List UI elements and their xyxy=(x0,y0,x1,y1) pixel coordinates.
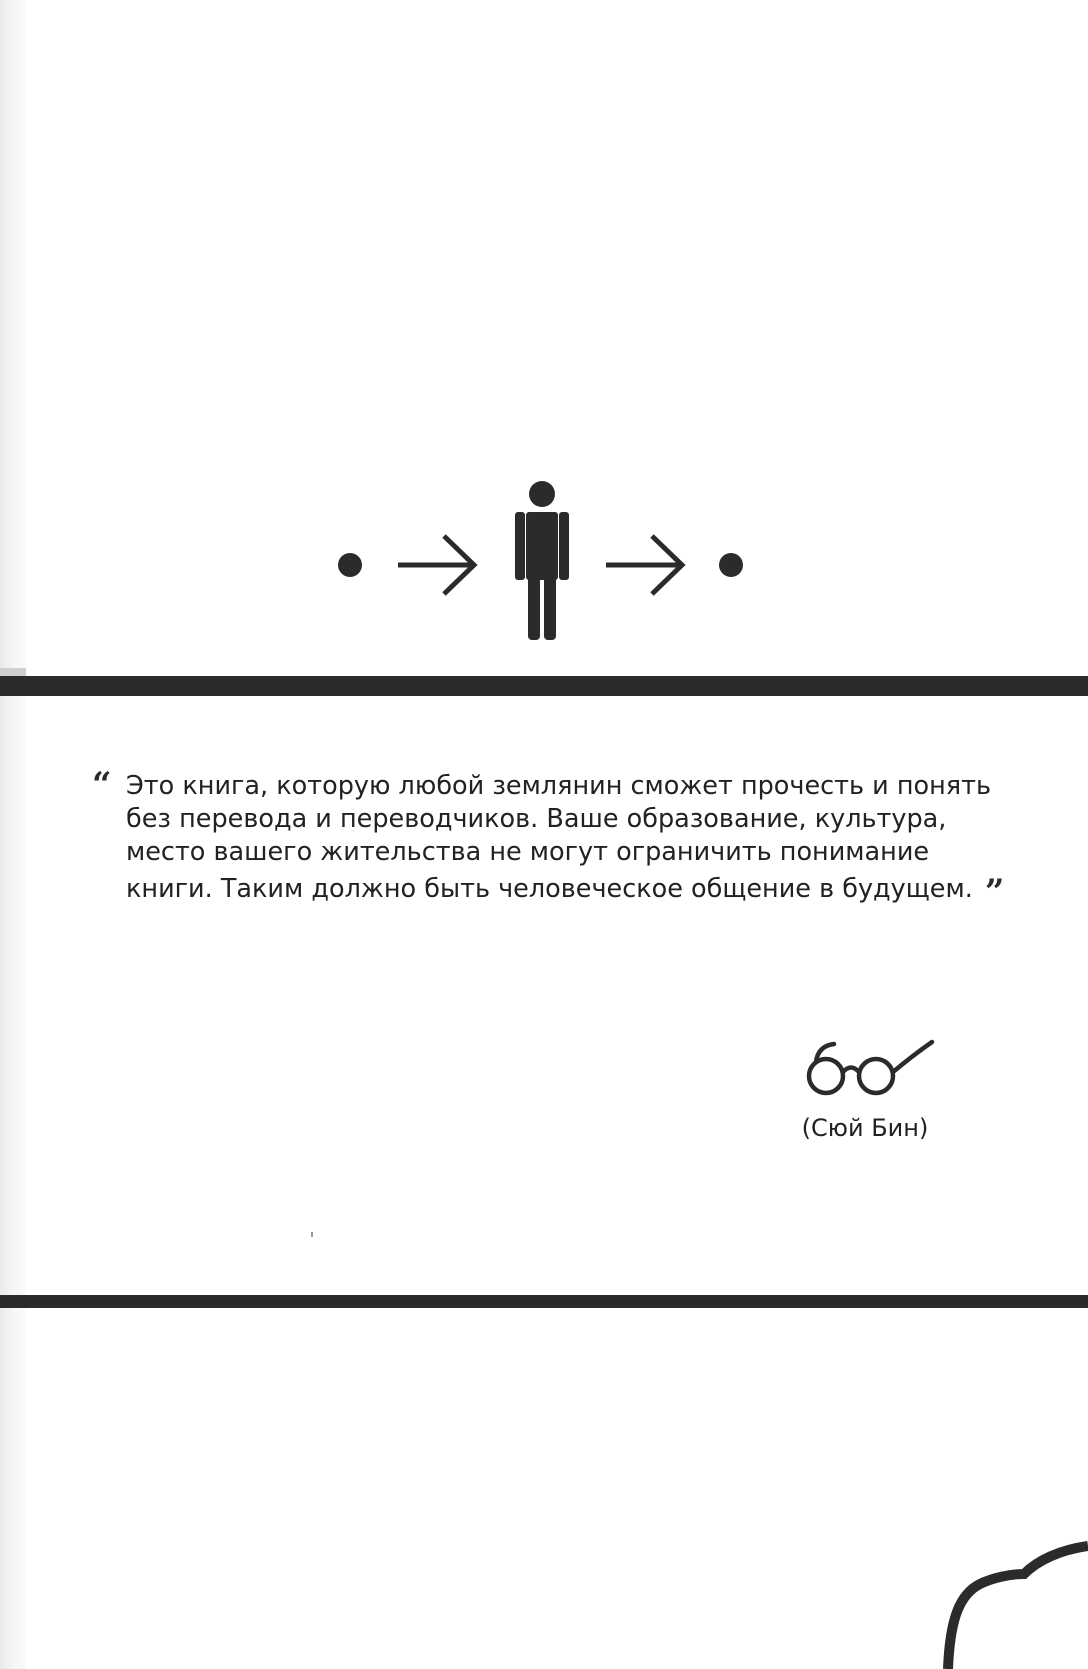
pictogram-sequence xyxy=(0,470,1088,650)
speech-bubble-corner xyxy=(940,1520,1088,1669)
glasses-icon xyxy=(804,1036,936,1100)
paper-speck xyxy=(311,1232,313,1237)
top-divider-band xyxy=(0,676,1088,696)
quote-line-last xyxy=(126,869,1005,912)
quote-line: Это книга, которую любой землянин сможет прочесть и понять xyxy=(126,771,992,801)
book-spine-edge xyxy=(0,0,26,1669)
dot-icon xyxy=(338,553,362,577)
arrow-right-icon xyxy=(606,536,682,594)
quote-block xyxy=(92,765,1005,912)
author-name: (Сюй Бин) xyxy=(801,1114,929,1142)
quote-text xyxy=(92,765,1005,912)
person-icon xyxy=(515,481,569,640)
quote-close-mark: ” xyxy=(984,872,1005,912)
quote-line: место вашего жительства не могут ограничить понимание xyxy=(126,837,930,867)
quote-line-text: книги. Таким должно быть человеческое общение в будущем. xyxy=(126,874,973,904)
arrow-right-icon xyxy=(398,536,474,594)
dot-icon xyxy=(719,553,743,577)
quote-line: без перевода и переводчиков. Ваше образование, культура, xyxy=(126,804,947,834)
bottom-divider-band xyxy=(0,1295,1088,1308)
quote-open-mark: “ xyxy=(92,765,112,805)
